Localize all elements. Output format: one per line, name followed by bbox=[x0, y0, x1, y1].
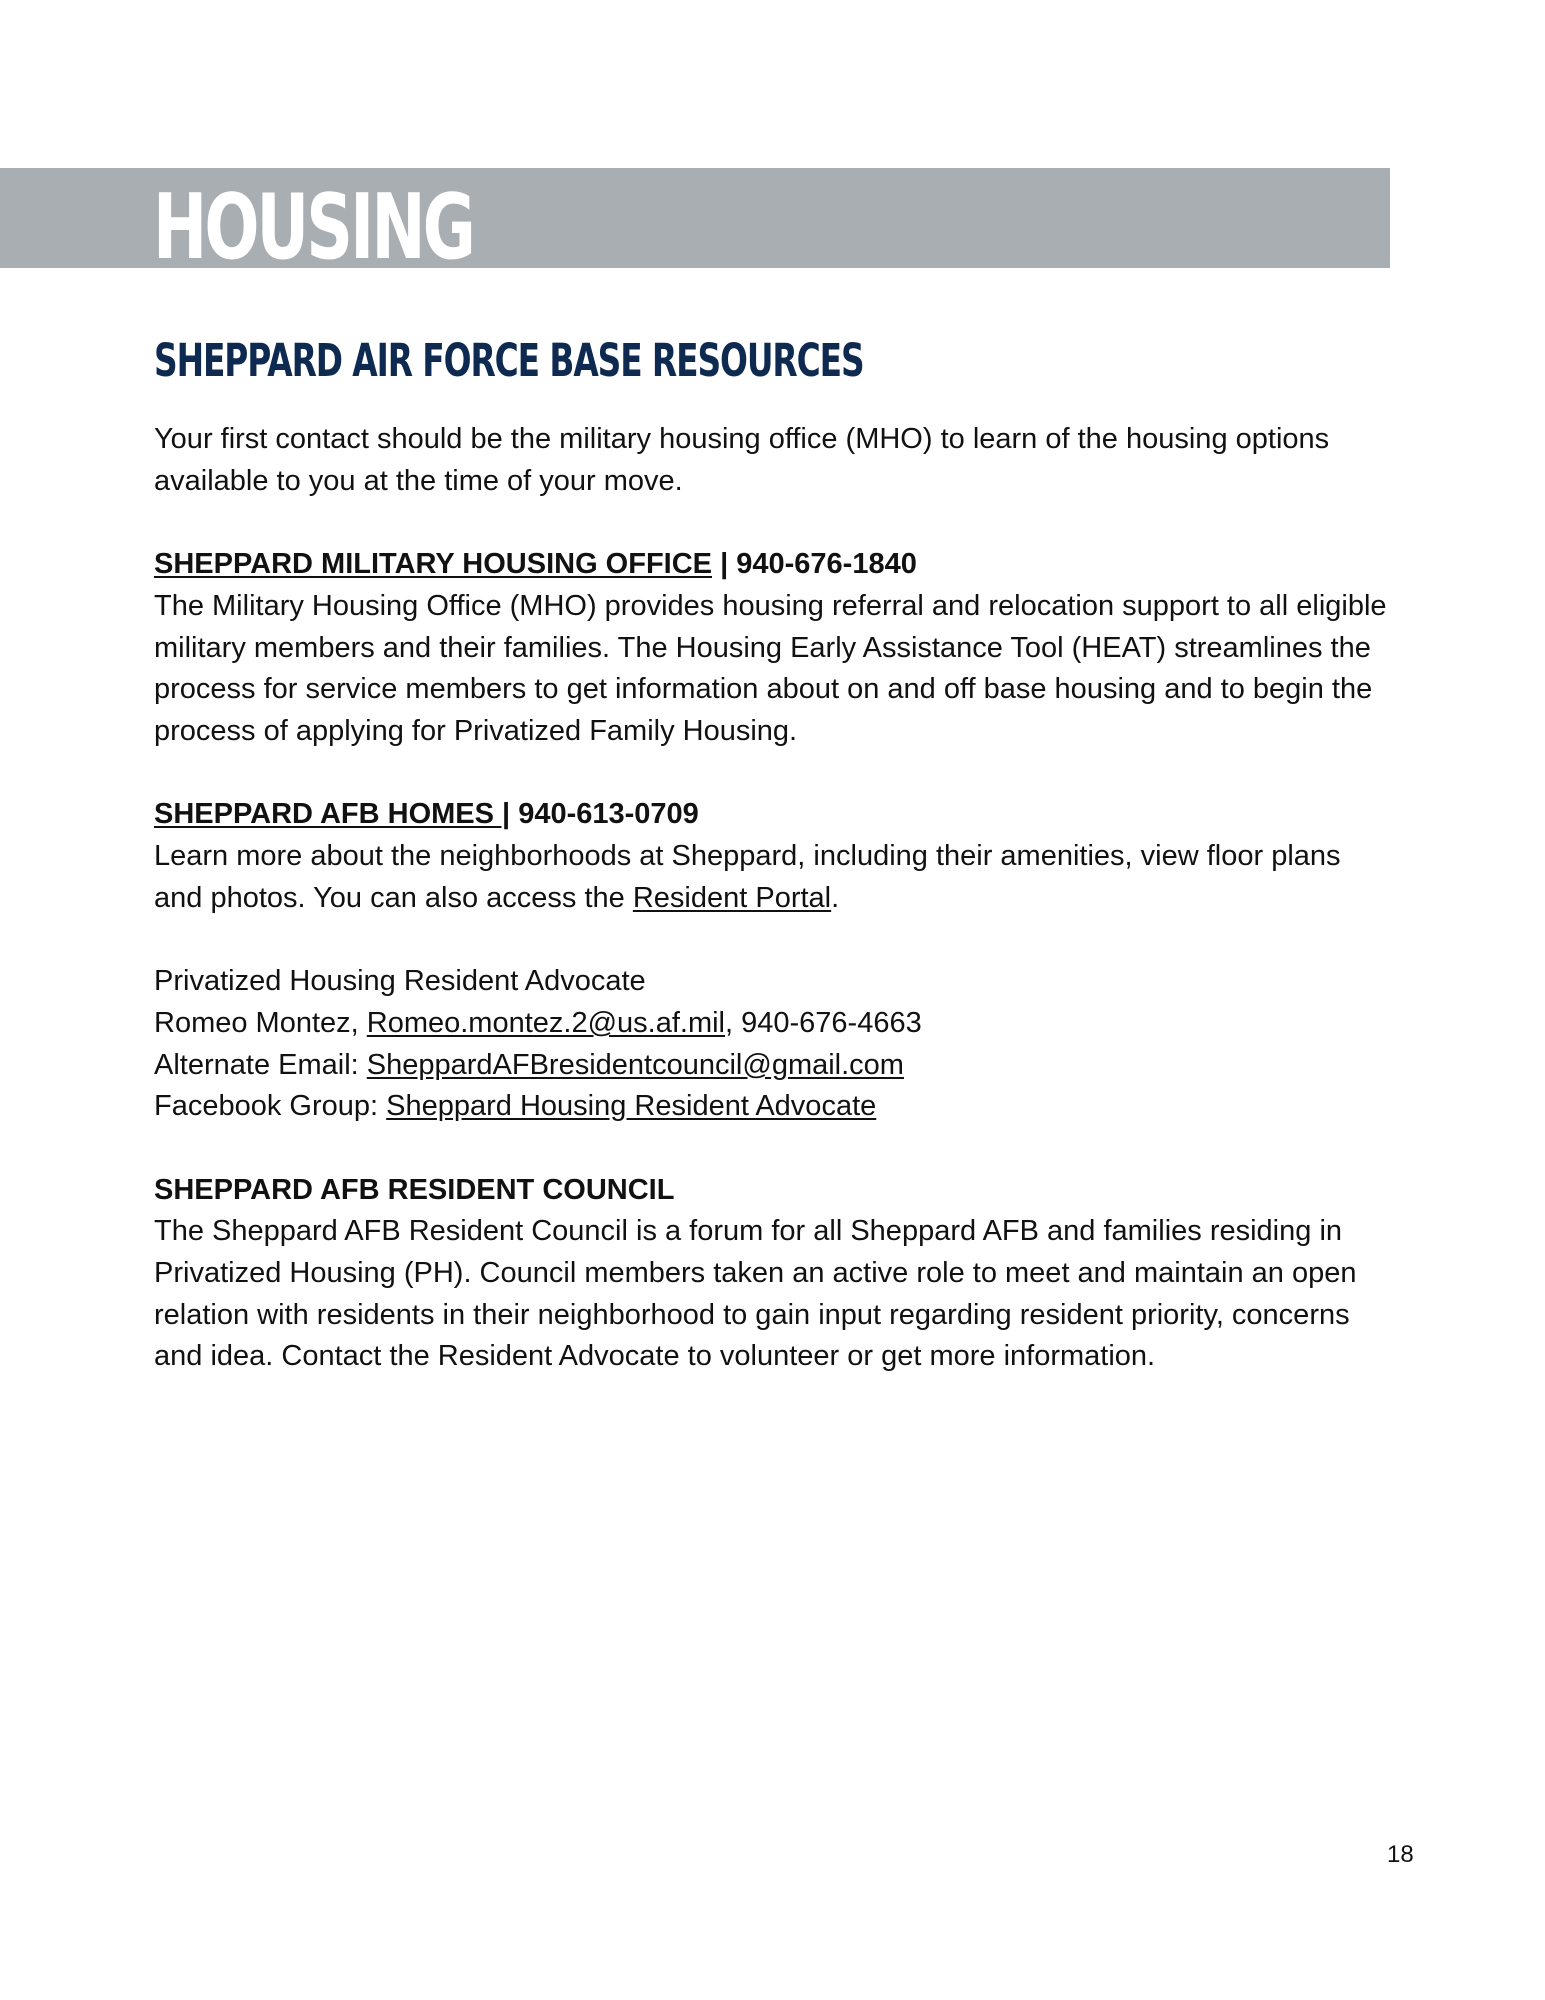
afb-homes-heading bbox=[154, 794, 1394, 836]
intro-paragraph: Your first contact should be the military housing office (MHO) to learn of the housing options available to you at the time of your move. bbox=[154, 423, 1330, 497]
advocate-contact: Romeo Montez, Romeo.montez.2@us.af.mil, 940-676-4663 bbox=[154, 1006, 922, 1039]
mho-phone: | 940-676-1840 bbox=[712, 548, 917, 581]
page-title: HOUSING bbox=[153, 175, 473, 280]
afb-homes-description: Learn more about the neighborhoods at Sheppard, including their amenities, view floor plans and photos. You can also access the Resident Portal. bbox=[154, 840, 1341, 914]
page-number: 18 bbox=[1387, 1841, 1414, 1868]
spacer bbox=[154, 753, 1394, 795]
advocate-title: Privatized Housing Resident Advocate bbox=[154, 965, 646, 998]
facebook-group-line: Facebook Group: Sheppard Housing Resident Advocate bbox=[154, 1090, 877, 1123]
council-description: The Sheppard AFB Resident Council is a forum for all Sheppard AFB and families residing in Privatized Housing (PH). Council members taken an active role to meet and maintain an open relation with residents in their neighborhood to gain input regarding resident priority, concerns and idea. Contact the Resident Advocate to volunteer or get more information. bbox=[154, 1215, 1357, 1373]
spacer bbox=[154, 1128, 1394, 1170]
advocate-email-link[interactable]: Romeo.montez.2@us.af.mil bbox=[366, 1006, 726, 1039]
afb-homes-phone: 940-613-0709 bbox=[510, 798, 699, 831]
resident-portal-link[interactable]: Resident Portal bbox=[632, 881, 832, 914]
afb-homes-link[interactable]: SHEPPARD AFB HOMES | bbox=[154, 798, 511, 831]
spacer bbox=[154, 502, 1394, 544]
spacer bbox=[154, 919, 1394, 961]
section-heading: SHEPPARD AIR FORCE BASE RESOURCES bbox=[154, 334, 864, 387]
alternate-email-link[interactable]: SheppardAFBresidentcouncil@gmail.com bbox=[366, 1048, 904, 1081]
facebook-group-link[interactable]: Sheppard Housing Resident Advocate bbox=[386, 1090, 877, 1123]
content-body bbox=[154, 419, 1394, 1378]
mho-heading bbox=[154, 544, 1394, 586]
mho-description: The Military Housing Office (MHO) provides housing referral and relocation support to all eligible military members and their families. The Housing Early Assistance Tool (HEAT) streamlines the process for service members to get information about on and off base housing and to begin the process of applying for Privatized Family Housing. bbox=[154, 589, 1387, 747]
council-heading: SHEPPARD AFB RESIDENT COUNCIL bbox=[154, 1173, 675, 1206]
alternate-email-line: Alternate Email: SheppardAFBresidentcouncil@gmail.com bbox=[154, 1048, 904, 1081]
mho-link[interactable]: SHEPPARD MILITARY HOUSING OFFICE bbox=[154, 548, 713, 581]
